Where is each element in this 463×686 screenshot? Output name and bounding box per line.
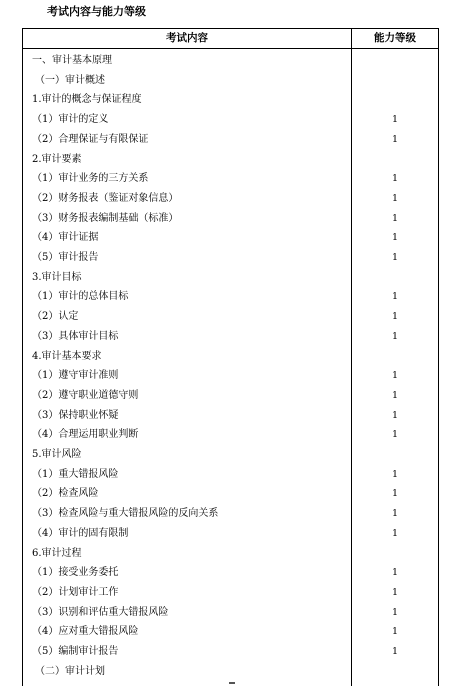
table-row	[23, 563, 438, 583]
row-content-cell: （3）识别和评估重大错报风险	[32, 606, 169, 618]
row-level-cell: 1	[391, 468, 399, 480]
table-row	[23, 603, 438, 623]
row-level-cell: 1	[391, 173, 399, 185]
row-content-cell: 6.审计过程	[32, 547, 82, 559]
table-row	[23, 110, 438, 130]
table-row	[23, 662, 438, 682]
row-content-cell: （1）审计的定义	[32, 114, 109, 126]
table-row	[23, 169, 438, 189]
table-row	[23, 642, 438, 662]
row-content-cell: （2）认定	[32, 311, 79, 323]
row-level-cell: 1	[391, 606, 399, 618]
table-row	[23, 287, 438, 307]
document-title: 考试内容与能力等级	[47, 5, 146, 18]
table-row	[23, 504, 438, 524]
row-level-cell: 1	[391, 212, 399, 224]
row-content-cell: （3）财务报表编制基础（标准）	[32, 212, 179, 224]
row-content-cell: （4）应对重大错报风险	[32, 626, 139, 638]
table-row	[23, 130, 438, 150]
row-level-cell: 1	[391, 133, 399, 145]
table-row	[23, 51, 438, 71]
table-row	[23, 484, 438, 504]
table-row	[23, 465, 438, 485]
row-content-cell: 1.审计的概念与保证程度	[32, 94, 142, 106]
row-level-cell: 1	[391, 409, 399, 421]
table-row	[23, 524, 438, 544]
row-content-cell: （1）审计的总体目标	[32, 291, 129, 303]
row-content-cell: （3）检查风险与重大错报风险的反向关系	[32, 508, 219, 520]
row-level-cell: 1	[391, 252, 399, 263]
table-row	[23, 347, 438, 367]
table-row	[23, 150, 438, 170]
row-level-cell: 1	[391, 311, 399, 323]
table-row	[23, 366, 438, 386]
table-row	[23, 406, 438, 426]
content-level-table	[22, 28, 439, 686]
row-level-cell: 1	[391, 646, 399, 657]
row-content-cell: （1）遵守审计准则	[32, 370, 119, 382]
row-content-cell: （1）审计业务的三方关系	[32, 173, 149, 185]
row-level-cell: 1	[391, 330, 399, 342]
table-row	[23, 90, 438, 110]
table-row	[23, 209, 438, 229]
table-row	[23, 445, 438, 465]
table-row	[23, 307, 438, 327]
header-divider	[23, 48, 438, 49]
row-level-cell: 1	[391, 389, 399, 401]
table-row	[23, 71, 438, 91]
row-content-cell: （5）审计报告	[32, 252, 99, 263]
row-level-cell: 1	[391, 527, 399, 539]
row-content-cell: （2）计划审计工作	[32, 586, 119, 598]
header-level: 能力等级	[374, 32, 416, 44]
row-content-cell: 3.审计目标	[32, 271, 82, 283]
table-row	[23, 248, 438, 268]
row-content-cell: （5）编制审计报告	[32, 646, 119, 657]
row-content-cell: 一、审计基本原理	[32, 55, 112, 66]
table-row	[23, 189, 438, 209]
row-content-cell: （二）审计计划	[35, 665, 105, 677]
row-content-cell: （4）合理运用职业判断	[32, 429, 139, 441]
table-row	[23, 583, 438, 603]
row-content-cell: （2）合理保证与有限保证	[32, 133, 149, 145]
row-level-cell: 1	[391, 370, 399, 382]
row-content-cell: （1）接受业务委托	[32, 567, 119, 579]
row-content-cell: 4.审计基本要求	[32, 350, 102, 362]
row-level-cell: 1	[391, 291, 399, 303]
row-level-cell: 1	[391, 508, 399, 520]
table-row	[23, 386, 438, 406]
table-row	[23, 425, 438, 445]
row-level-cell: 1	[391, 232, 399, 244]
page-number-mark	[229, 682, 235, 684]
row-content-cell: （2）遵守职业道德守则	[32, 389, 139, 401]
row-level-cell: 1	[391, 626, 399, 638]
table-row	[23, 544, 438, 564]
header-content: 考试内容	[166, 32, 208, 44]
row-content-cell: 5.审计风险	[32, 449, 82, 460]
row-level-cell: 1	[391, 567, 399, 579]
row-content-cell: （2）检查风险	[32, 488, 99, 500]
row-content-cell: （4）审计证据	[32, 232, 99, 244]
row-content-cell: （2）财务报表（鉴证对象信息）	[32, 192, 179, 204]
row-level-cell: 1	[391, 586, 399, 598]
table-row	[23, 268, 438, 288]
row-level-cell: 1	[391, 114, 399, 126]
table-row	[23, 327, 438, 347]
row-level-cell: 1	[391, 488, 399, 500]
row-content-cell: 2.审计要素	[32, 153, 82, 165]
row-content-cell: （4）审计的固有限制	[32, 527, 129, 539]
row-content-cell: （1）重大错报风险	[32, 468, 119, 480]
table-row	[23, 622, 438, 642]
row-level-cell: 1	[391, 429, 399, 441]
row-level-cell: 1	[391, 192, 399, 204]
row-content-cell: （3）保持职业怀疑	[32, 409, 119, 421]
row-content-cell: （3）具体审计目标	[32, 330, 119, 342]
row-content-cell: （一）审计概述	[35, 74, 105, 86]
table-row	[23, 228, 438, 248]
